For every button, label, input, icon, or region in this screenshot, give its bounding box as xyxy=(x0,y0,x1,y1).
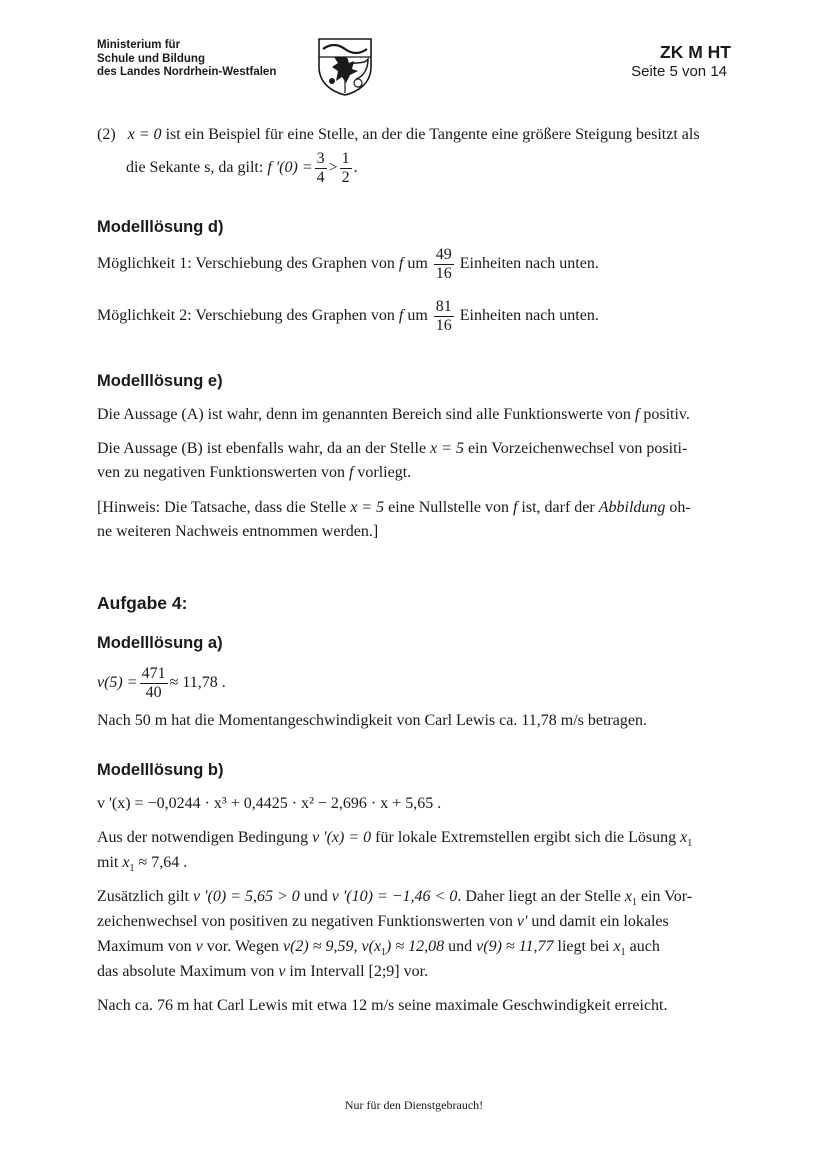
math-v: v xyxy=(195,938,203,955)
solution-b-paragraph-2-line-2 xyxy=(97,910,669,934)
math-approx: ≈ 11,78 . xyxy=(169,674,226,692)
math-x: x xyxy=(122,854,130,871)
part-c-item-2-line2 xyxy=(126,150,358,187)
math-subscript: 1 xyxy=(631,897,637,909)
heading-solution-a: Modelllösung a) xyxy=(97,634,223,652)
math-x: x xyxy=(613,938,621,955)
paragraph-text: positiv. xyxy=(639,406,690,423)
fraction-denominator: 40 xyxy=(145,684,162,701)
math-v: v xyxy=(278,963,286,980)
paragraph-text: . Daher liegt an der Stelle xyxy=(457,888,625,905)
paragraph-text: Aus der notwendigen Bedingung xyxy=(97,829,313,846)
fraction-471-40 xyxy=(140,665,168,702)
math-expression: v '(10) = −1,46 < 0 xyxy=(331,888,458,905)
math-expression: v '(0) = 5,65 > 0 xyxy=(192,888,300,905)
fraction-numerator: 1 xyxy=(341,150,350,167)
part-c-item-2 xyxy=(97,123,737,147)
paragraph-text: Die Aussage (A) ist wahr, denn im genannten Bereich sind alle Funktionswerte von xyxy=(97,406,635,423)
paragraph-italic: Abbildung xyxy=(598,499,666,516)
ministry-name xyxy=(97,39,276,80)
math-expression: v(2) ≈ 9,59 xyxy=(282,938,354,955)
math-f: f xyxy=(512,499,518,516)
paragraph-text: vor. xyxy=(399,963,429,980)
fraction-numerator: 471 xyxy=(141,665,166,682)
fraction-3-4 xyxy=(315,150,327,187)
document-code: ZK M HT xyxy=(660,42,731,62)
fraction-numerator: 81 xyxy=(435,298,452,315)
option-text: Einheiten nach unten. xyxy=(459,255,599,273)
solution-b-paragraph-1-line-2 xyxy=(97,851,187,881)
fraction-numerator: 3 xyxy=(316,150,325,167)
solution-b-conclusion: Nach ca. 76 m hat Carl Lewis mit etwa 12 m/s seine maximale Geschwindigkeit erreicht. xyxy=(97,997,668,1014)
solution-a-formula xyxy=(97,665,226,702)
solution-e-note-line-2: ne weiteren Nachweis entnommen werden.] xyxy=(97,523,379,540)
math-subscript: 1 xyxy=(687,838,693,850)
math-expression: v(9) ≈ 11,77 xyxy=(476,938,554,955)
paragraph-text: liegt bei xyxy=(553,938,614,955)
solution-b-derivative: v '(x) = −0,0244 · x³ + 0,4425 · x² − 2,696 · x + 5,65 . xyxy=(97,795,442,812)
heading-solution-d: Modelllösung d) xyxy=(97,218,224,236)
page-number: Seite 5 von 14 xyxy=(631,63,727,80)
math-subscript: 1 xyxy=(381,947,387,959)
math-f: f xyxy=(634,406,640,423)
fraction-denominator: 16 xyxy=(435,265,452,282)
solution-b-paragraph-2-line-4 xyxy=(97,960,428,984)
math-interval: [2;9] xyxy=(368,963,400,980)
paragraph-text: für lokale Extremstellen ergibt sich die Lösung xyxy=(371,829,681,846)
paragraph-text: im Intervall xyxy=(285,963,369,980)
paragraph-text: ven zu negativen Funktionswerten von xyxy=(97,464,349,481)
heading-solution-b: Modelllösung b) xyxy=(97,761,224,779)
solution-e-paragraph-2-line-2 xyxy=(97,461,411,485)
math-subscript: 1 xyxy=(129,863,135,875)
heading-task-4: Aufgabe 4: xyxy=(97,593,188,613)
option-text: Möglichkeit 1: Verschiebung des Graphen von xyxy=(97,255,399,273)
fraction-numerator: 49 xyxy=(435,246,452,263)
solution-d-option-1 xyxy=(97,246,599,283)
option-text: Möglichkeit 2: Verschiebung des Graphen von xyxy=(97,307,399,325)
option-text: um xyxy=(403,307,428,325)
paragraph-text: vor. Wegen xyxy=(202,938,283,955)
math-x-eq-5: x = 5 xyxy=(430,440,464,457)
math-f: f xyxy=(398,255,404,273)
math-x: x xyxy=(624,888,632,905)
math-gt: > xyxy=(328,159,338,177)
paragraph-text: zeichenwechsel von positiven zu negativen Funktionswerten von xyxy=(97,913,517,930)
paragraph-text: , xyxy=(353,938,362,955)
math-fprime: f '(0) = xyxy=(267,159,313,177)
math-f: f xyxy=(348,464,354,481)
paragraph-text: mit xyxy=(97,854,123,871)
nrw-coat-of-arms-icon xyxy=(316,37,374,97)
item-text-line1: ist ein Beispiel für eine Stelle, an der die Tangente eine größere Steigung besitzt als xyxy=(161,126,700,143)
paragraph-text: [Hinweis: Die Tatsache, dass die Stelle xyxy=(97,499,351,516)
fraction-denominator: 16 xyxy=(435,317,452,334)
paragraph-text: Maximum von xyxy=(97,938,196,955)
fraction-denominator: 4 xyxy=(316,169,325,186)
paragraph-text: auch xyxy=(625,938,660,955)
option-text: Einheiten nach unten. xyxy=(459,307,599,325)
math-x: x xyxy=(680,829,688,846)
paragraph-text: ein Vor- xyxy=(636,888,693,905)
paragraph-text: Die Aussage (B) ist ebenfalls wahr, da an der Stelle xyxy=(97,440,431,457)
paragraph-text: eine Nullstelle von xyxy=(384,499,513,516)
math-subscript: 1 xyxy=(620,947,626,959)
fraction-49-16 xyxy=(434,246,454,283)
paragraph-text: vorliegt. xyxy=(353,464,412,481)
paragraph-text: und damit ein lokales xyxy=(527,913,669,930)
solution-a-conclusion: Nach 50 m hat die Momentangeschwindigkeit von Carl Lewis ca. 11,78 m/s betragen. xyxy=(97,712,647,729)
math-value: ≈ 7,64 . xyxy=(134,854,188,871)
math-end: . xyxy=(353,159,358,177)
math-condition: v '(x) = 0 xyxy=(312,829,372,846)
solution-d-option-2 xyxy=(97,298,599,335)
math-vprime: v' xyxy=(516,913,528,930)
solution-e-paragraph-2-line-1 xyxy=(97,437,687,461)
math-x-eq-5: x = 5 xyxy=(350,499,385,516)
paragraph-text: ist, darf der xyxy=(517,499,599,516)
ministry-line-2: Schule und Bildung xyxy=(97,52,205,65)
paragraph-text: das absolute Maximum von xyxy=(97,963,279,980)
solution-e-note-line-1 xyxy=(97,496,691,520)
paragraph-text: oh- xyxy=(665,499,691,516)
math-f: f xyxy=(398,307,404,325)
math-x-eq-0: x = 0 xyxy=(127,126,162,143)
heading-solution-e: Modelllösung e) xyxy=(97,372,223,390)
footer-notice: Nur für den Dienstgebrauch! xyxy=(344,1098,484,1112)
ministry-line-1: Ministerium für xyxy=(97,39,181,51)
fraction-1-2 xyxy=(340,150,352,187)
item-label: (2) xyxy=(97,126,116,143)
paragraph-text: und xyxy=(444,938,477,955)
fraction-denominator: 2 xyxy=(341,169,350,186)
ministry-line-3: des Landes Nordrhein-Westfalen xyxy=(97,66,277,78)
paragraph-text: und xyxy=(299,888,332,905)
math-v5: v(5) = xyxy=(97,674,138,692)
item-text-line2: die Sekante s, da gilt: xyxy=(126,159,268,177)
option-text: um xyxy=(403,255,428,273)
paragraph-text: ein Vorzeichenwechsel von positi- xyxy=(463,440,688,457)
math-expression: v(x xyxy=(361,938,382,955)
solution-e-paragraph-1 xyxy=(97,403,690,427)
fraction-81-16 xyxy=(434,298,454,335)
paragraph-text: Zusätzlich gilt xyxy=(97,888,193,905)
math-expression: ) ≈ 12,08 xyxy=(386,938,445,955)
